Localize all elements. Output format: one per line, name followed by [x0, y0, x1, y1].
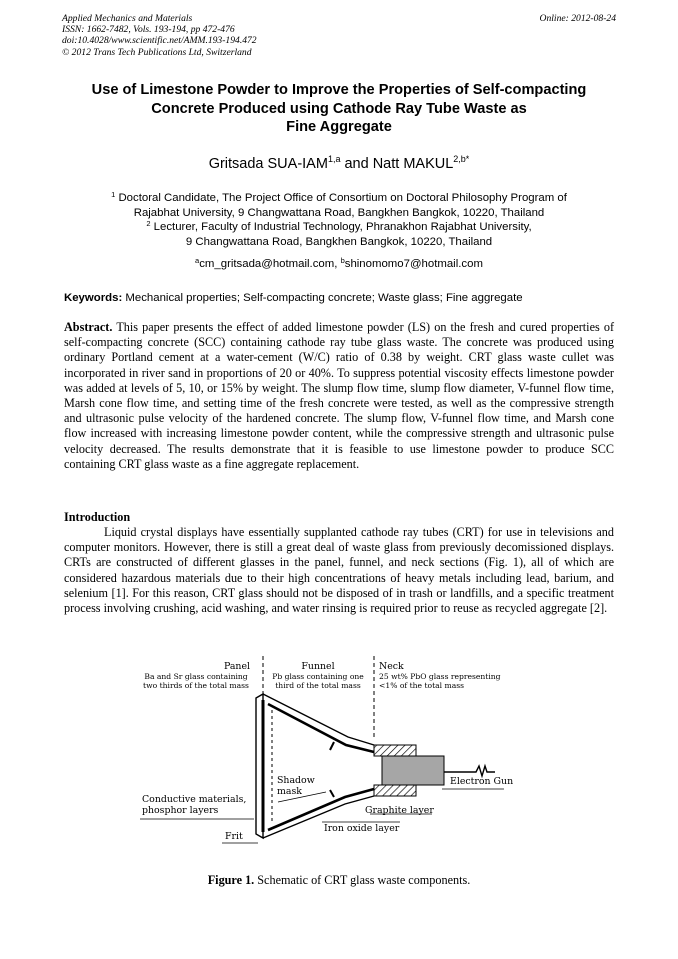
abstract [64, 320, 614, 472]
affiliation-1-line-1: $^1$ Doctoral Candidate, The Project Office of Consortium on Doctoral Philosophy Program of [111, 190, 567, 204]
author-line [40, 155, 638, 173]
abstract-label: Abstract. [64, 320, 113, 334]
author-and: and [340, 156, 373, 172]
iron-oxide-label: Iron oxide layer [324, 823, 400, 834]
keywords-label: Keywords: [64, 292, 123, 304]
affiliation-2-line-2: 9 Changwattana Road, Bangkhen Bangkok, 10220, Thailand [185, 236, 493, 249]
title-line-1: Use of Limestone Powder to Improve the Properties of Self-compacting [91, 82, 587, 98]
funnel-outer-top [263, 694, 374, 745]
funnel-desc-2: third of the total mass [275, 681, 361, 691]
panel-desc-1: Ba and Sr glass containing [144, 672, 248, 681]
neck-title: Neck [379, 661, 404, 672]
title-line-3: Fine Aggregate [286, 119, 392, 135]
caption-label: Figure 1. [207, 873, 255, 887]
panel-label [134, 661, 258, 691]
neck-desc-2: <1% of the total mass [379, 681, 465, 691]
journal-name: Applied Mechanics and Materials [62, 13, 193, 24]
funnel-title: Funnel [301, 661, 335, 672]
copyright: © 2012 Trans Tech Publications Ltd, Switzerland [62, 46, 252, 58]
funnel-desc-1: Pb glass containing one [272, 672, 364, 681]
author-1: Gritsada SUA-IAM [208, 156, 328, 172]
graphite-label: Graphite layer [365, 805, 434, 816]
affiliation-2-number: 2 [146, 219, 151, 229]
title-line-2: Concrete Produced using Cathode Ray Tube Waste as [151, 100, 527, 117]
paper-title [40, 81, 638, 137]
email-a: cm_gritsada@hotmail.com, [199, 258, 338, 270]
email-b-sup: b [340, 256, 345, 265]
affiliation-1-number: 1 [111, 190, 116, 199]
author-2-sup: 2,b* [453, 154, 470, 164]
gun-lead [444, 766, 495, 776]
panel-desc-2: two thirds of the total mass [143, 681, 249, 691]
email-b: shinomomo7@hotmail.com [344, 258, 483, 270]
introduction-heading: Introduction [64, 510, 131, 524]
online-date: Online: 2012-08-24 [539, 13, 616, 24]
author-2: Natt MAKUL [372, 156, 454, 172]
funnel-inner-top [268, 704, 374, 752]
journal-header [62, 13, 257, 58]
keywords [64, 291, 614, 305]
email-a-sup: a [195, 256, 200, 265]
neck-top-band [374, 745, 416, 756]
panel-title: Panel [223, 661, 250, 672]
crt-schematic-figure [130, 652, 550, 852]
doi: doi:10.4028/www.scientific.net/AMM.193-194.472 [62, 35, 257, 47]
affiliation-2-line-1: $^2$ Lecturer, Faculty of Industrial Technology, Phranakhon Rajabhat University, [146, 219, 532, 234]
keywords-text: Mechanical properties; Self-compacting concrete; Waste glass; Fine aggregate [125, 292, 523, 304]
shadow-mask-label: Shadow mask [277, 775, 315, 797]
author-1-sup: 1,a [327, 154, 341, 164]
affiliations [40, 191, 638, 250]
frit-label: Frit [225, 831, 243, 842]
conductive-label: Conductive materials, phosphor layers [142, 794, 247, 816]
figure-caption [40, 873, 638, 888]
mask-bracket-bottom [330, 790, 334, 797]
neck-bottom-band [374, 785, 416, 796]
neck-label [379, 661, 501, 691]
abstract-text: This paper presents the effect of added limestone powder (LS) on the fresh and cured properties of self-compacting concrete (SCC) containing cathode ray tube glass waste. The concrete was produced using ordinary Portland cement at a water-cement (W/C) ratio of 0.38 by weight. CRT glass waste cullet was incorporated in river sand in proportions of 20 or 40%. To suppress potential viscosity effects limestone powder was added at levels of 5, 10, or 15% by weight. The slump flow time, slump flow diameter, V-funnel flow time, Marsh cone flow time, and setting time of the fresh concrete were tested, as well as the compressive strength and ultrasonic pulse velocity of the hardened concrete. The slump flow, V-funnel flow time, and Marsh cone flow increased with increasing limestone powder content, while the compressive strength and ultrasonic pulse velocity decreased. The results demonstrate that it is feasible to use limestone powder to produce SCC containing CRT glass waste as a fine aggregate replacement. [64, 320, 615, 471]
electron-gun [382, 756, 444, 785]
affiliation-1-line-2: Rajabhat University, 9 Changwattana Road, Bangkhen Bangkok, 10220, Thailand [133, 206, 545, 219]
caption-text: Schematic of CRT glass waste components. [254, 873, 471, 887]
electron-gun-label: Electron Gun [450, 776, 514, 787]
emails [40, 257, 638, 271]
funnel-label [266, 661, 370, 691]
neck-desc-1: 25 wt% PbO glass representing [379, 672, 501, 681]
mask-bracket-top [330, 742, 334, 750]
issn: ISSN: 1662-7482, Vols. 193-194, pp 472-476 [62, 24, 235, 36]
introduction-text: Liquid crystal displays have essentially supplanted cathode ray tubes (CRT) for use in televisions and computer monitors. However, there is still a great deal of waste glass from previously decomissioned displays. CRTs are constructed of different glasses in the panel, funnel, and neck sections (Fig. 1), all of which are considered hazardous materials due to their high concentrations of heavy metals including lead, barium, and selenium [1]. For this reason, CRT glass should not be disposed of in trash or landfills, and a specific treatment process involving crushing, acid washing, and water rinsing is required prior to reuse as recycled aggregate [2]. [64, 525, 614, 616]
